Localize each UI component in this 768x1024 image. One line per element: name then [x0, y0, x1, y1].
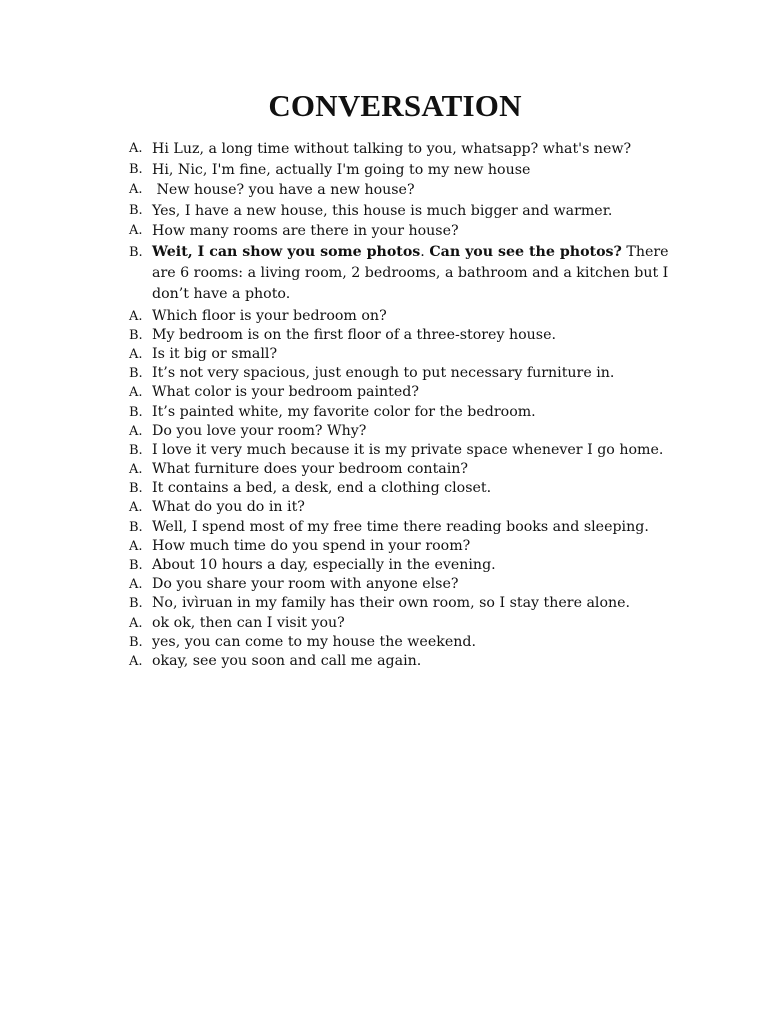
line-text: Which floor is your bedroom on?	[152, 307, 387, 324]
dialogue-line	[129, 633, 669, 652]
line-text: What furniture does your bedroom contain?	[152, 461, 469, 478]
line-text: New house? you have a new house?	[152, 182, 415, 199]
dialogue-line	[129, 575, 669, 594]
speaker-label: B.	[129, 442, 143, 458]
line-text: What do you do in it?	[152, 499, 305, 516]
speaker-label: A.	[129, 182, 143, 198]
line-text: I love it very much because it is my private space whenever I go home.	[152, 441, 664, 458]
line-text	[152, 242, 669, 306]
line-text: Hi Luz, a long time without talking to you, whatsapp? what's new?	[152, 141, 632, 157]
speaker-label: B.	[129, 634, 143, 650]
speaker-label: A.	[129, 615, 143, 631]
dialogue-line	[129, 180, 669, 201]
dialogue-line	[129, 383, 669, 402]
line-text: okay, see you soon and call me again.	[152, 652, 422, 669]
dialogue-line	[129, 160, 669, 181]
speaker-label: B.	[129, 596, 143, 612]
line-text: Do you love your room? Why?	[152, 422, 367, 439]
line-text-separator: .	[420, 243, 430, 260]
line-text: Is it big or small?	[152, 345, 278, 362]
speaker-label: B.	[129, 244, 143, 260]
line-text: How many rooms are there in your house?	[152, 223, 459, 240]
speaker-label: B.	[129, 558, 143, 574]
speaker-label: A.	[129, 500, 143, 516]
speaker-label: A.	[129, 141, 143, 156]
line-text: What color is your bedroom painted?	[152, 384, 419, 401]
line-text: Yes, I have a new house, this house is much bigger and warmer.	[152, 202, 613, 219]
speaker-label: A.	[129, 653, 143, 669]
dialogue-line	[129, 221, 669, 242]
conversation-lines	[129, 139, 669, 671]
dialogue-line	[129, 422, 669, 441]
dialogue-line	[129, 652, 669, 671]
speaker-label: A.	[129, 462, 143, 478]
dialogue-line	[129, 441, 669, 460]
speaker-label: A.	[129, 346, 143, 362]
line-text: Well, I spend most of my free time there reading books and sleeping.	[152, 518, 649, 535]
dialogue-line	[129, 345, 669, 364]
dialogue-line	[129, 594, 669, 613]
dialogue-line	[129, 498, 669, 517]
dialogue-line	[129, 479, 669, 498]
dialogue-line	[129, 556, 669, 575]
line-text: It’s not very spacious, just enough to put necessary furniture in.	[152, 365, 615, 382]
line-text: My bedroom is on the first floor of a three-storey house.	[152, 326, 556, 343]
dialogue-line	[129, 364, 669, 383]
dialogue-line	[129, 403, 669, 422]
dialogue-line	[129, 518, 669, 537]
speaker-label: A.	[129, 538, 143, 554]
dialogue-line	[129, 460, 669, 479]
dialogue-line	[129, 326, 669, 345]
line-text: About 10 hours a day, especially in the evening.	[152, 557, 496, 574]
line-text-rest: There are 6 rooms: a living room, 2 bedrooms, a bathroom and a kitchen but I don’t have a photo.	[152, 243, 669, 303]
dialogue-line	[129, 307, 669, 326]
speaker-label: A.	[129, 423, 143, 439]
line-text: ok ok, then can I visit you?	[152, 614, 345, 631]
dialogue-line	[129, 139, 669, 160]
speaker-label: A.	[129, 308, 143, 324]
line-text: yes, you can come to my house the weekend.	[152, 633, 476, 650]
dialogue-line	[129, 537, 669, 556]
line-text: How much time do you spend in your room?	[152, 537, 471, 554]
line-text-bold: Weit, I can show you some photos	[152, 243, 421, 260]
line-text-bold: Can you see the photos?	[429, 243, 622, 260]
dialogue-line	[129, 614, 669, 633]
speaker-label: B.	[129, 366, 143, 382]
line-text: Hi, Nic, I'm fine, actually I'm going to my new house	[152, 161, 531, 178]
speaker-label: A.	[129, 385, 143, 401]
line-text: It contains a bed, a desk, end a clothing closet.	[152, 480, 492, 497]
dialogue-line	[129, 201, 669, 222]
speaker-label: B.	[129, 481, 143, 497]
speaker-label: A.	[129, 577, 143, 593]
line-text: It’s painted white, my favorite color for the bedroom.	[152, 403, 536, 420]
line-text: Do you share your room with anyone else?	[152, 576, 459, 593]
speaker-label: A.	[129, 223, 143, 239]
dialogue-line	[129, 242, 669, 306]
line-text: No, ivìruan in my family has their own room, so I stay there alone.	[152, 595, 631, 612]
speaker-label: B.	[129, 161, 143, 177]
speaker-label: B.	[129, 202, 143, 218]
speaker-label: B.	[129, 327, 143, 343]
page-title: CONVERSATION	[268, 88, 522, 123]
speaker-label: B.	[129, 404, 143, 420]
speaker-label: B.	[129, 519, 143, 535]
